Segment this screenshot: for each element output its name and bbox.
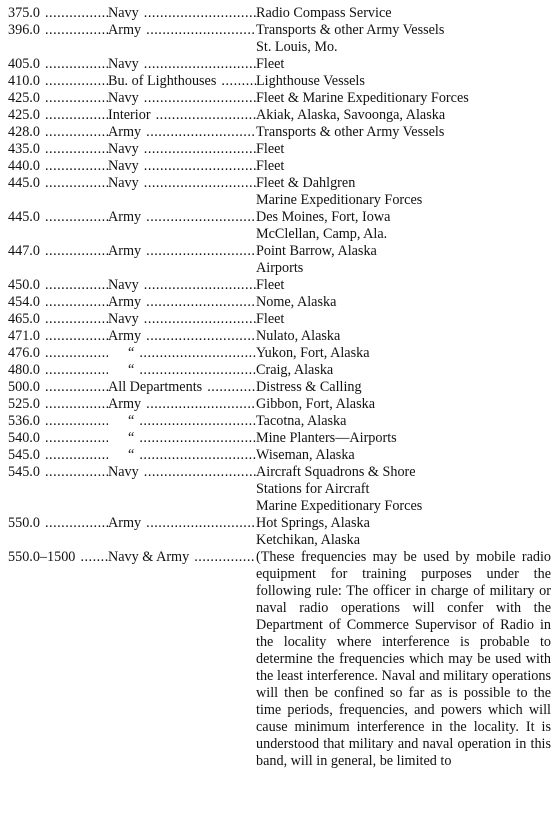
- table-row: [0, 396, 558, 413]
- table-row-continuation: [0, 39, 558, 56]
- table-row: [0, 379, 558, 396]
- use-cell: Fleet & Marine Expeditionary Forces: [256, 90, 469, 106]
- use-cell: Radio Compass Service: [256, 5, 392, 21]
- department-cell: “ .....: [108, 430, 256, 447]
- department-cell: “ .....: [108, 345, 256, 362]
- table-row: [0, 413, 558, 430]
- frequency-cell: 396.0 .....: [0, 22, 108, 39]
- frequency-cell: 425.0 .....: [0, 107, 108, 124]
- department-cell: Navy .....: [108, 158, 256, 175]
- department-cell: Army .....: [108, 294, 256, 311]
- table-row: [0, 515, 558, 532]
- table-row: [0, 5, 558, 22]
- table-row: [0, 311, 558, 328]
- use-cell: Marine Expeditionary Forces: [256, 498, 423, 514]
- frequency-cell: 428.0 .....: [0, 124, 108, 141]
- table-row-continuation: [0, 192, 558, 209]
- frequency-cell: 480.0 .....: [0, 362, 108, 379]
- use-cell: Point Barrow, Alaska: [256, 243, 377, 259]
- department-cell: Navy .....: [108, 5, 256, 22]
- table-row: [0, 294, 558, 311]
- frequency-cell: 445.0 .....: [0, 175, 108, 192]
- table-row: [0, 141, 558, 158]
- frequency-cell: 405.0 .....: [0, 56, 108, 73]
- table-row-continuation: [0, 498, 558, 515]
- department-cell: Navy & Army .....: [108, 549, 256, 566]
- use-cell: Fleet: [256, 158, 285, 174]
- use-cell: Aircraft Squadrons & Shore: [256, 464, 416, 480]
- table-row: [0, 107, 558, 124]
- use-cell: Ketchikan, Alaska: [256, 532, 361, 548]
- table-row: [0, 362, 558, 379]
- use-cell: Marine Expeditionary Forces: [256, 192, 423, 208]
- use-cell: Craig, Alaska: [256, 362, 334, 378]
- table-row: [0, 90, 558, 107]
- frequency-cell: 375.0 .....: [0, 5, 108, 22]
- use-cell: Fleet: [256, 277, 285, 293]
- table-row: [0, 464, 558, 481]
- use-cell: Fleet: [256, 141, 285, 157]
- table-row: [0, 430, 558, 447]
- department-cell: All Departments .....: [108, 379, 256, 396]
- use-cell: Des Moines, Fort, Iowa: [256, 209, 391, 225]
- frequency-cell: 540.0 .....: [0, 430, 108, 447]
- use-cell: Lighthouse Vessels: [256, 73, 365, 89]
- table-row: [0, 22, 558, 39]
- department-cell: Army .....: [108, 22, 256, 39]
- use-cell: Nome, Alaska: [256, 294, 337, 310]
- department-cell: Navy .....: [108, 175, 256, 192]
- department-cell: Navy .....: [108, 141, 256, 158]
- table-row-continuation: [0, 532, 558, 549]
- table-row: [0, 328, 558, 345]
- table-row: [0, 243, 558, 260]
- department-cell: Navy .....: [108, 311, 256, 328]
- frequency-note: (These frequencies may be used by mobile radio equipment for training purposes under the following rule: The officer in charge of military or naval radio operations will confer with the Department of Commerce Supervisor of Radio in the locality where interference is probable to determine the frequencies which may be used with the least interference. Naval and military operations will then be confined so far as is possible to the time periods, frequencies, and powers which will cause minimum interference in the locality. It is understood that military and naval operation in this band, will in general, be limited to: [256, 549, 551, 769]
- use-cell: Transports & other Army Vessels: [256, 22, 445, 38]
- department-cell: “ .....: [108, 413, 256, 430]
- use-cell: Transports & other Army Vessels: [256, 124, 445, 140]
- use-cell: Wiseman, Alaska: [256, 447, 355, 463]
- frequency-cell: 425.0 .....: [0, 90, 108, 107]
- frequency-cell: 550.0 .....: [0, 515, 108, 532]
- use-cell: Fleet & Dahlgren: [256, 175, 356, 191]
- frequency-cell: 545.0 .....: [0, 464, 108, 481]
- frequency-cell: 536.0 .....: [0, 413, 108, 430]
- use-cell: Fleet: [256, 56, 285, 72]
- department-cell: Navy .....: [108, 56, 256, 73]
- department-cell: Army .....: [108, 124, 256, 141]
- department-cell: Navy .....: [108, 277, 256, 294]
- use-cell: Hot Springs, Alaska: [256, 515, 370, 531]
- use-cell: Airports: [256, 260, 304, 276]
- frequency-cell: 476.0 .....: [0, 345, 108, 362]
- frequency-cell: 471.0 .....: [0, 328, 108, 345]
- department-cell: Army .....: [108, 328, 256, 345]
- frequency-cell: 500.0 .....: [0, 379, 108, 396]
- table-row-continuation: [0, 260, 558, 277]
- use-cell: Fleet: [256, 311, 285, 327]
- department-cell: Bu. of Lighthouses .....: [108, 73, 256, 90]
- table-row-continuation: [0, 226, 558, 243]
- frequency-cell: 445.0 .....: [0, 209, 108, 226]
- use-cell: Tacotna, Alaska: [256, 413, 347, 429]
- frequency-cell: 447.0 .....: [0, 243, 108, 260]
- use-cell: Nulato, Alaska: [256, 328, 341, 344]
- use-cell: Gibbon, Fort, Alaska: [256, 396, 376, 412]
- use-cell: McClellan, Camp, Ala.: [256, 226, 388, 242]
- frequency-cell: 435.0 .....: [0, 141, 108, 158]
- frequency-cell: 440.0 .....: [0, 158, 108, 175]
- use-cell: Stations for Aircraft: [256, 481, 370, 497]
- table-row: [0, 56, 558, 73]
- department-cell: “ .....: [108, 362, 256, 379]
- table-row: [0, 175, 558, 192]
- table-row: [0, 345, 558, 362]
- use-cell: Mine Planters—Airports: [256, 430, 397, 446]
- table-row-continuation: [0, 481, 558, 498]
- department-cell: Navy .....: [108, 464, 256, 481]
- frequency-cell: 545.0 .....: [0, 447, 108, 464]
- department-cell: Army .....: [108, 243, 256, 260]
- frequency-cell: 410.0 .....: [0, 73, 108, 90]
- frequency-cell: 450.0 .....: [0, 277, 108, 294]
- department-cell: Army .....: [108, 209, 256, 226]
- use-cell: Distress & Calling: [256, 379, 362, 395]
- department-cell: “ .....: [108, 447, 256, 464]
- use-cell: Yukon, Fort, Alaska: [256, 345, 370, 361]
- department-cell: Navy .....: [108, 90, 256, 107]
- table-row: [0, 209, 558, 226]
- department-cell: Army .....: [108, 396, 256, 413]
- use-cell: Akiak, Alaska, Savoonga, Alaska: [256, 107, 446, 123]
- frequency-cell: 525.0 .....: [0, 396, 108, 413]
- table-row: [0, 124, 558, 141]
- frequency-cell: 465.0 .....: [0, 311, 108, 328]
- frequency-cell: 454.0 .....: [0, 294, 108, 311]
- table-row: [0, 158, 558, 175]
- department-cell: Interior .....: [108, 107, 256, 124]
- table-row: [0, 73, 558, 90]
- table-row: [0, 447, 558, 464]
- department-cell: Army .....: [108, 515, 256, 532]
- frequency-cell: 550.0–1500 .....: [0, 549, 108, 566]
- table-row: [0, 277, 558, 294]
- use-cell: St. Louis, Mo.: [256, 39, 338, 55]
